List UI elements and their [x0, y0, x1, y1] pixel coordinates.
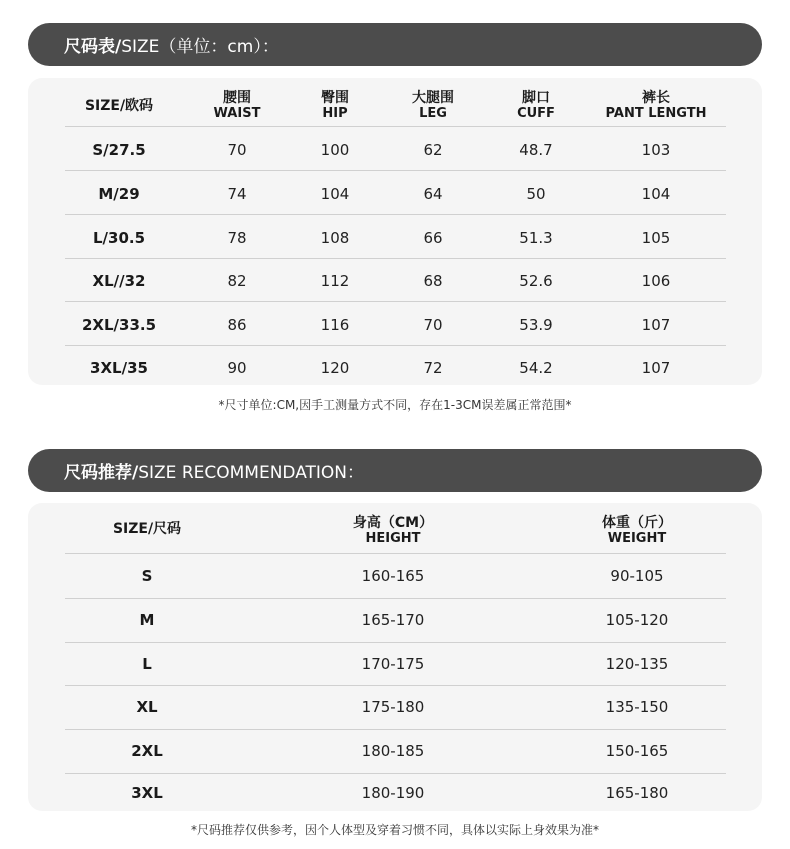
size-table-header-label: 臀围	[321, 90, 349, 106]
recommendation-header-label: SIZE/尺码	[112, 521, 182, 537]
recommendation-header-sublabel: HEIGHT	[365, 531, 421, 546]
size-table-value-cell: 53.9	[519, 316, 553, 334]
size-table-size-cell: 3XL/35	[90, 359, 148, 377]
size-table-header-label: 脚口	[521, 90, 550, 106]
size-table-header-cell	[517, 90, 555, 121]
size-table-size-cell: L/30.5	[92, 229, 146, 247]
recommendation-value-cell: 170-175	[361, 655, 425, 673]
recommendation-note: *尺码推荐仅供参考，因个人体型及穿着习惯不同，具体以实际上身效果为准*	[190, 823, 599, 837]
size-table-header-label: SIZE/欧码	[84, 98, 154, 114]
recommendation-card	[28, 503, 762, 811]
recommendation-value-cell: 150-165	[605, 742, 669, 760]
size-table-value-cell: 54.2	[519, 359, 553, 377]
recommendation-header-cell	[353, 515, 433, 546]
size-table-size-cell: XL//32	[92, 272, 146, 290]
recommendation-value-cell: 165-170	[361, 611, 425, 629]
size-table-note: *尺寸单位:CM,因手工测量方式不同，存在1-3CM误差属正常范围*	[218, 398, 572, 412]
size-table-value-cell: 68	[423, 272, 443, 290]
size-table-value-cell: 51.3	[519, 229, 553, 247]
size-table-divider	[65, 345, 726, 346]
size-table-card	[28, 78, 762, 385]
size-table-banner-text: SIZE（单位：cm）：	[121, 37, 279, 57]
size-table-divider	[65, 214, 726, 215]
size-table-value-cell: 52.6	[519, 272, 553, 290]
size-table-value-cell: 100	[320, 141, 350, 159]
size-table-value-cell: 64	[423, 185, 443, 203]
size-table-header-label: 裤长	[642, 90, 670, 106]
size-table-value-cell: 120	[320, 359, 350, 377]
size-table-value-cell: 70	[423, 316, 443, 334]
size-table-header-sublabel: CUFF	[517, 106, 555, 121]
recommendation-header-label: 体重（斤）	[602, 515, 672, 531]
size-table-header-cell	[321, 90, 349, 121]
recommendation-value-cell: 180-190	[361, 784, 425, 802]
size-table-banner	[28, 23, 762, 66]
size-table-value-cell: 112	[320, 272, 350, 290]
recommendation-size-cell: S	[141, 567, 153, 585]
recommendation-size-cell: M	[139, 611, 155, 629]
size-table-header-sublabel: LEG	[419, 106, 447, 121]
size-table-value-cell: 74	[227, 185, 247, 203]
recommendation-value-cell: 180-185	[361, 742, 425, 760]
size-table-divider	[65, 126, 726, 127]
size-table-value-cell: 62	[423, 141, 443, 159]
size-table-header-sublabel: WAIST	[213, 106, 261, 121]
size-table-value-cell: 86	[227, 316, 247, 334]
size-table-value-cell: 50	[526, 185, 546, 203]
size-table-header-cell	[606, 90, 707, 121]
size-table-value-cell: 106	[641, 272, 671, 290]
recommendation-divider	[65, 685, 726, 686]
recommendation-size-cell: L	[142, 655, 152, 673]
size-table-size-cell: S/27.5	[92, 141, 146, 159]
size-table-value-cell: 104	[641, 185, 671, 203]
size-table-size-cell: 2XL/33.5	[81, 316, 157, 334]
size-table-header-cell	[214, 90, 261, 121]
recommendation-divider	[65, 598, 726, 599]
recommendation-size-cell: XL	[136, 698, 158, 716]
size-table-header-cell	[412, 90, 454, 121]
size-table-value-cell: 107	[641, 359, 671, 377]
recommendation-header-sublabel: WEIGHT	[607, 531, 667, 546]
size-table-value-cell: 78	[227, 229, 247, 247]
recommendation-value-cell: 135-150	[605, 698, 669, 716]
size-table-value-cell: 107	[641, 316, 671, 334]
size-table-header-sublabel: PANT LENGTH	[605, 106, 707, 121]
size-table-value-cell: 104	[320, 185, 350, 203]
recommendation-header-cell	[113, 521, 181, 537]
size-table-value-cell: 103	[641, 141, 671, 159]
recommendation-banner-text: SIZE RECOMMENDATION：	[138, 463, 365, 483]
size-table-value-cell: 116	[320, 316, 350, 334]
size-table-value-cell: 48.7	[519, 141, 553, 159]
size-table-value-cell: 66	[423, 229, 443, 247]
size-table-header-cell	[85, 98, 153, 114]
recommendation-value-cell: 90-105	[610, 567, 664, 585]
size-table-banner-bold: 尺码表/	[64, 37, 122, 57]
size-table-size-cell: M/29	[98, 185, 140, 203]
recommendation-banner	[28, 449, 762, 492]
recommendation-value-cell: 120-135	[605, 655, 669, 673]
size-table-value-cell: 105	[641, 229, 671, 247]
recommendation-size-cell: 2XL	[131, 742, 163, 760]
recommendation-size-cell: 3XL	[131, 784, 163, 802]
recommendation-value-cell: 165-180	[605, 784, 669, 802]
recommendation-divider	[65, 729, 726, 730]
recommendation-divider	[65, 773, 726, 774]
size-table-value-cell: 90	[227, 359, 247, 377]
size-table-header-label: 腰围	[222, 90, 251, 106]
recommendation-value-cell: 175-180	[361, 698, 425, 716]
size-table-value-cell: 70	[227, 141, 247, 159]
recommendation-divider	[65, 553, 726, 554]
recommendation-value-cell: 160-165	[361, 567, 425, 585]
size-table-divider	[65, 301, 726, 302]
size-table-divider	[65, 258, 726, 259]
size-table-header-label: 大腿围	[412, 90, 454, 106]
recommendation-banner-bold: 尺码推荐/	[64, 463, 139, 483]
recommendation-value-cell: 105-120	[605, 611, 669, 629]
size-table-divider	[65, 170, 726, 171]
recommendation-divider	[65, 642, 726, 643]
size-table-value-cell: 82	[227, 272, 247, 290]
recommendation-header-label: 身高（CM）	[352, 515, 434, 531]
recommendation-header-cell	[602, 515, 672, 546]
size-table-value-cell: 108	[320, 229, 350, 247]
size-table-value-cell: 72	[423, 359, 443, 377]
size-table-header-sublabel: HIP	[322, 106, 348, 121]
